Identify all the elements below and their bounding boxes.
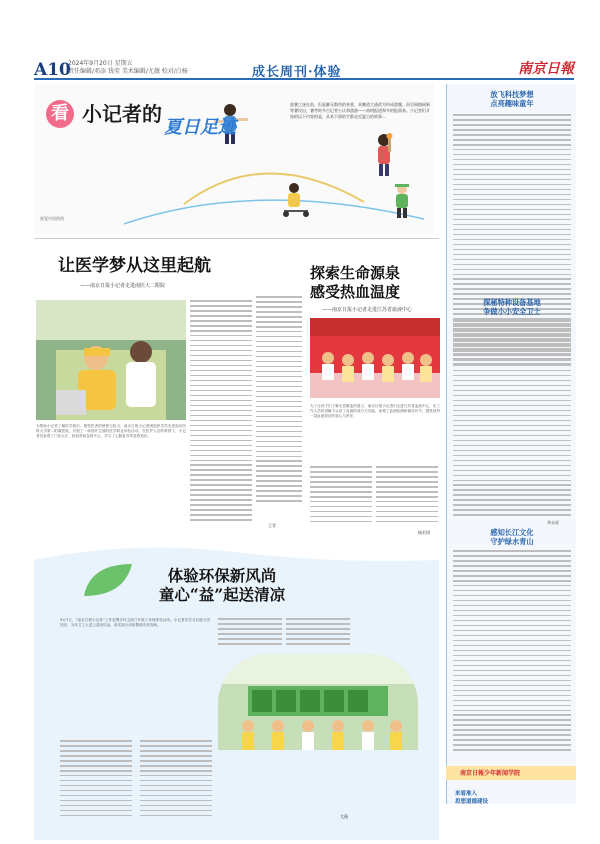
article3-column-text-2	[140, 740, 212, 820]
article3-body: 9月7日，“南京日报小记者”工作室携手环卫部门开展了环保体验活动。小记者们学习垃圾分类知识，为环卫工人送上清凉饮品，用实际行动致敬城市美容师。	[60, 618, 210, 628]
article2-author: 顾若琪	[418, 530, 430, 535]
footer-label: 来看准入 思想道德建设	[455, 791, 489, 805]
sidebar-text-2	[453, 320, 571, 520]
divider	[34, 238, 439, 239]
banner-intro: 放暑之迷在前，但是脚无数所的来要，具嫩道大通改为经成游题。而另网路网新等暑设出，暑考时多古记者公认和游游——南明报道和多的报面来。小记者们开始的以下内容的是，从来下面的手都走近夏日的故事...	[290, 102, 430, 119]
article3-author: 尤薇	[340, 814, 348, 819]
section-title: 成长周刊·体验	[252, 65, 342, 80]
article2-title: 探索生命源泉 感受热血温度	[310, 264, 401, 301]
sidebar-byline-1: 李永星	[547, 520, 559, 525]
article1-title: 让医学梦从这里起航	[58, 256, 211, 276]
article2-column-text	[310, 466, 372, 528]
kid-with-hat-icon	[395, 184, 409, 218]
article3-column-text-3	[218, 618, 282, 648]
article1-column-text	[190, 300, 252, 525]
kan-badge: 看	[46, 100, 74, 128]
banner-title-main: 小记者的	[82, 102, 162, 126]
article1-body: 为帮助小记者了解医学知识，感受医者的使命与担当，南京日报小记者团组织学员走进南京医科大学第二附属医院，开展了一场别开生面的医学职业体验活动。在医护人员的带领下，小记者们参观了门诊大厅、检验科和急救中心，学习了心肺复苏等急救知识。	[36, 424, 186, 439]
article2-subtitle: ——南京日报小记者走进江苏省血液中心	[322, 307, 413, 313]
sidebar-heading-1: 放飞科技梦想 点亮趣味童年	[490, 90, 534, 108]
page-header	[34, 58, 574, 80]
header-meta: 2024年9月20日 星期五 责任编辑/邓添 钱莹 美术编辑/尤薇 校对/白杨	[68, 60, 188, 75]
sidebar-heading-2: 探秘特种设备基地 争做小小安全卫士	[483, 298, 541, 316]
banner-title-highlight: 夏日足迹	[164, 117, 236, 138]
article2-body: 为了让孩子们了解无偿献血的意义，南京日报小记者们走进江苏省血液中心，在工作人员的讲解下认识了血液的成分与功能，参观了血液检测和储存环节，感受到每一袋血液背后的爱心与责任。	[310, 404, 440, 419]
article2-photo	[310, 318, 440, 398]
article1-author: 王青	[268, 523, 276, 528]
page-number: A10	[34, 60, 71, 80]
sidebar-heading-3: 感知长江文化 守护绿水青山	[490, 528, 534, 546]
banner-credit: 视觉中国供图	[40, 216, 64, 221]
newspaper-logo: 南京日報	[518, 61, 574, 77]
kid-with-torch-icon	[378, 133, 393, 176]
article3-title: 体验环保新风尚 童心“益”起送清凉	[158, 566, 286, 605]
article1-subtitle: ——南京日报小记者走进南医大二附院	[80, 283, 166, 289]
article1-photo	[36, 300, 186, 420]
article3-column-text	[60, 740, 132, 820]
footer-banner-text: 南京日報少年新闻学院	[460, 770, 521, 777]
article3-photo	[218, 654, 418, 750]
article1-column-text-2	[256, 296, 302, 516]
sidebar-text-3	[453, 550, 571, 758]
article2-column-text-2	[376, 466, 438, 528]
right-sidebar	[446, 84, 576, 804]
article3-column-text-4	[286, 618, 350, 648]
